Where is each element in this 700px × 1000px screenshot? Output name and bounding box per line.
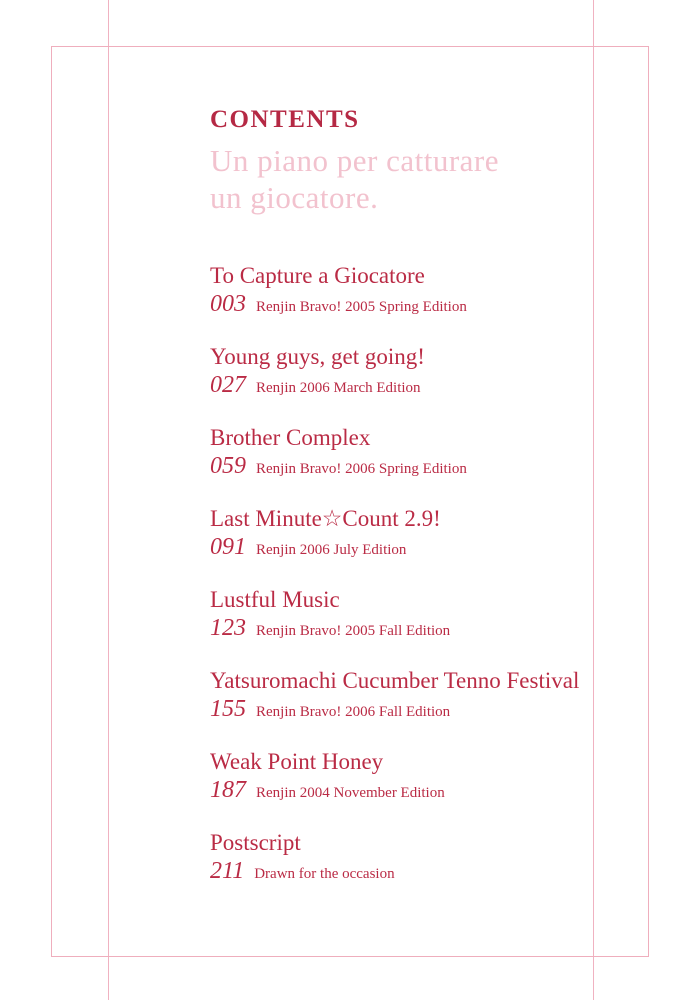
entry-note: Renjin Bravo! 2006 Fall Edition: [256, 704, 451, 720]
toc-entry: [210, 749, 630, 802]
entry-meta: [210, 778, 630, 802]
entry-title: Postscript: [210, 830, 301, 855]
entry-note: Renjin Bravo! 2005 Spring Edition: [256, 299, 467, 315]
entry-meta: [210, 454, 630, 478]
toc-entry: [210, 830, 630, 883]
entry-page-number: 003: [210, 291, 246, 317]
entry-title: Weak Point Honey: [210, 749, 384, 774]
entry-note: Renjin Bravo! 2005 Fall Edition: [256, 623, 451, 639]
entry-meta: [210, 859, 630, 883]
entry-note: Renjin Bravo! 2006 Spring Edition: [256, 461, 467, 477]
entry-meta: [210, 292, 630, 316]
toc-entry: [210, 587, 630, 640]
entry-page-number: 155: [210, 696, 246, 722]
toc-entry: [210, 263, 630, 316]
entry-page-number: 211: [210, 858, 245, 884]
entry-title: Brother Complex: [210, 425, 371, 450]
entry-note: Renjin 2006 July Edition: [256, 542, 407, 558]
toc-entry: [210, 344, 630, 397]
entry-meta: [210, 616, 630, 640]
entry-page-number: 027: [210, 372, 246, 398]
entry-title: To Capture a Giocatore: [210, 263, 425, 288]
subtitle-line-1: Un piano per catturare: [210, 143, 500, 178]
entries-list: [210, 263, 630, 883]
entry-page-number: 123: [210, 615, 246, 641]
toc-entry: [210, 425, 630, 478]
contents-column: [210, 106, 630, 911]
subtitle-line-2: un giocatore.: [210, 180, 379, 215]
toc-entry: [210, 668, 630, 721]
page-title: CONTENTS: [210, 106, 360, 133]
entry-title: Last Minute☆Count 2.9!: [210, 506, 441, 531]
subtitle: [210, 142, 630, 216]
entry-page-number: 059: [210, 453, 246, 479]
toc-entry: [210, 506, 630, 559]
entry-title: Young guys, get going!: [210, 344, 425, 369]
entry-note: Drawn for the occasion: [254, 866, 395, 882]
entry-note: Renjin 2004 November Edition: [256, 785, 445, 801]
entry-page-number: 091: [210, 534, 246, 560]
entry-note: Renjin 2006 March Edition: [256, 380, 421, 396]
entry-title: Yatsuromachi Cucumber Tenno Festival: [210, 668, 580, 693]
entry-meta: [210, 373, 630, 397]
entry-meta: [210, 535, 630, 559]
entry-page-number: 187: [210, 777, 246, 803]
entry-title: Lustful Music: [210, 587, 340, 612]
entry-meta: [210, 697, 630, 721]
